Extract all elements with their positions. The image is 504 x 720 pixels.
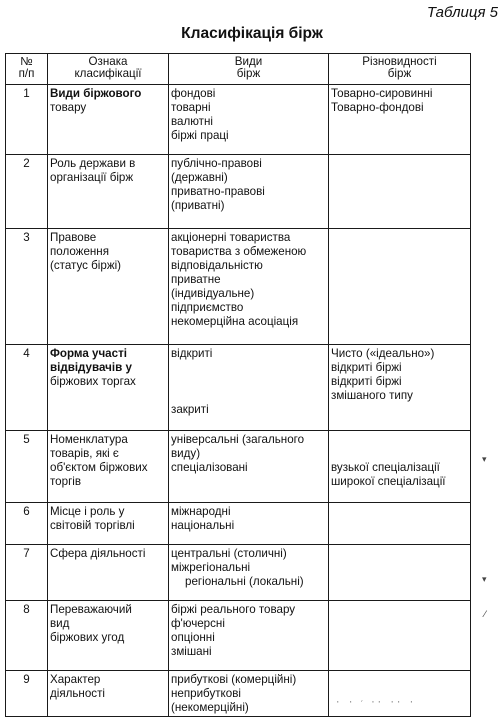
varieties-cell — [329, 545, 471, 601]
table-row — [6, 229, 471, 345]
scan-mark-icon: ▾ — [482, 455, 487, 465]
sign-cell: Характер діяльності — [48, 671, 169, 717]
varieties-cell — [329, 155, 471, 229]
row-number: 3 — [6, 229, 48, 345]
table-row — [6, 545, 471, 601]
table-row — [6, 85, 471, 155]
header-sign: Ознака класифікації — [48, 54, 169, 85]
scan-mark-icon: ⁄ — [484, 610, 486, 620]
table-row — [6, 155, 471, 229]
table-number-label: Таблиця 5 — [426, 4, 498, 21]
row-number: 2 — [6, 155, 48, 229]
table-row — [6, 601, 471, 671]
row-number: 8 — [6, 601, 48, 671]
kinds-cell: універсальні (загального виду) спеціалізовані — [169, 431, 329, 503]
kinds-cell: фондові товарні валютні біржі праці — [169, 85, 329, 155]
row-number: 9 — [6, 671, 48, 717]
row-number: 6 — [6, 503, 48, 545]
sign-cell: Місце і роль у світовій торгівлі — [48, 503, 169, 545]
row-number: 4 — [6, 345, 48, 431]
kinds-cell: біржі реального товару ф'ючерсні опціонні змішані — [169, 601, 329, 671]
header-kinds: Види бірж — [169, 54, 329, 85]
varieties-cell: Чисто («ідеально») відкриті біржі відкриті біржі змішаного типу — [329, 345, 471, 431]
classification-table — [5, 53, 471, 717]
varieties-cell — [329, 671, 471, 717]
sign-cell: Номенклатура товарів, які є об'єктом біржових торгів — [48, 431, 169, 503]
row-number: 1 — [6, 85, 48, 155]
varieties-cell: вузької спеціалізації широкої спеціалізації — [329, 431, 471, 503]
table-row — [6, 345, 471, 431]
kinds-cell: прибуткові (комерційні) неприбуткові (некомерційні) — [169, 671, 329, 717]
document-title: Класифікація бірж — [181, 25, 323, 42]
scan-mark-icon: ▾ — [482, 575, 487, 585]
table-row — [6, 503, 471, 545]
varieties-cell — [329, 503, 471, 545]
header-varieties: Різновидності бірж — [329, 54, 471, 85]
sign-cell: Роль держави в організації бірж — [48, 155, 169, 229]
varieties-cell — [329, 601, 471, 671]
sign-cell: Форма участі відвідувачів у біржових торгах — [48, 345, 169, 431]
varieties-cell: Товарно-сировинні Товарно-фондові — [329, 85, 471, 155]
sign-cell: Сфера діяльності — [48, 545, 169, 601]
kinds-cell: міжнародні національні — [169, 503, 329, 545]
table-header-row — [6, 54, 471, 85]
row-number: 7 — [6, 545, 48, 601]
sign-cell: Переважаючий вид біржових угод — [48, 601, 169, 671]
sign-cell: Види біржового товару — [48, 85, 169, 155]
varieties-cell — [329, 229, 471, 345]
kinds-cell: акціонерні товариства товариства з обмеженою відповідальністю приватне (індивідуальне) підприємство некомерційна асоціація — [169, 229, 329, 345]
table-row — [6, 431, 471, 503]
sign-cell: Правове положення (статус біржі) — [48, 229, 169, 345]
header-number: № п/п — [6, 54, 48, 85]
kinds-cell: публічно-правові (державні) приватно-правові (приватні) — [169, 155, 329, 229]
table-row — [6, 671, 471, 717]
kinds-cell: відкриті закриті — [169, 345, 329, 431]
row-number: 5 — [6, 431, 48, 503]
scan-noise: · · ׳ ·· ·· · — [335, 698, 416, 708]
kinds-cell: центральні (столичні) міжрегіональні регіональні (локальні) — [169, 545, 329, 601]
